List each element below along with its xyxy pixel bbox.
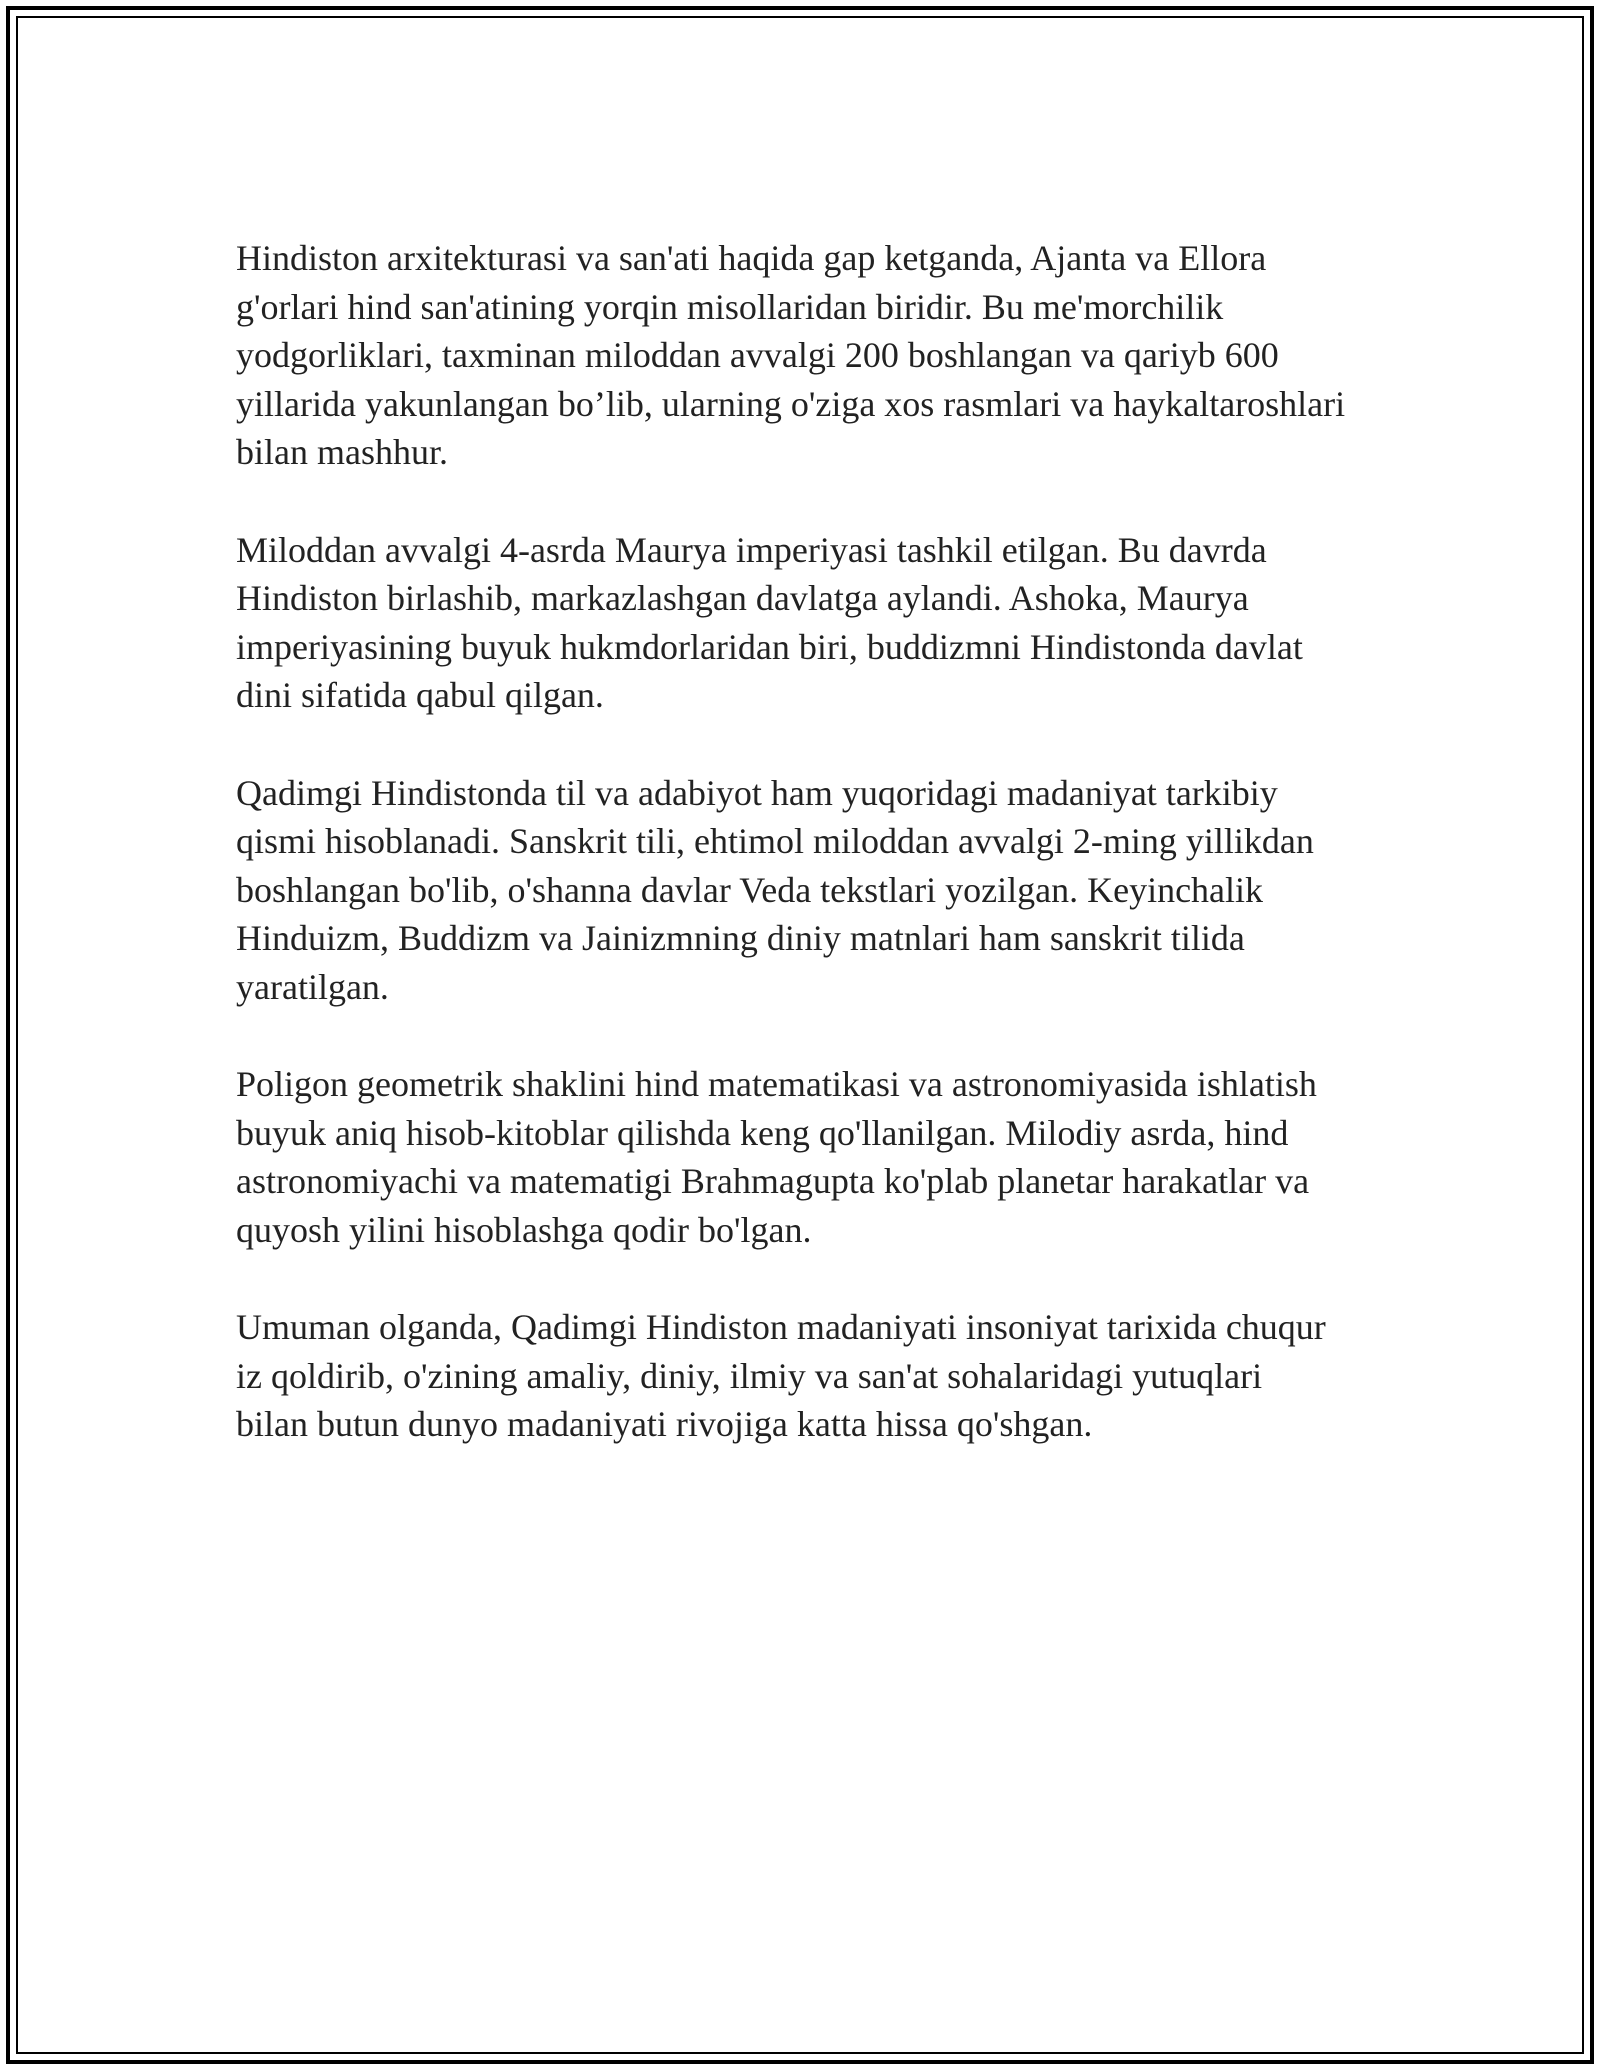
paragraph-conclusion: Umuman olganda, Qadimgi Hindiston madaniyati insoniyat tarixida chuqur iz qoldirib, o'zining amaliy, diniy, ilmiy va san'at sohalaridagi yutuqlari bilan butun dunyo madaniyati rivojiga katta hissa qo'shgan. xyxy=(236,1307,1326,1445)
paragraph-language-literature: Qadimgi Hindistonda til va adabiyot ham yuqoridagi madaniyat tarkibiy qismi hisoblanadi. Sanskrit tili, ehtimol miloddan avvalgi 2-ming yillikdan boshlangan bo'lib, o'shanna davlar Veda tekstlari yozilgan. Keyinchalik Hinduizm, Buddizm va Jainizmning diniy matnlari ham sanskrit tilida yaratilgan. xyxy=(236,772,1314,1007)
paragraph-maurya-empire: Miloddan avvalgi 4-asrda Maurya imperiyasi tashkil etilgan. Bu davrda Hindiston birlashib, markazlashgan davlatga aylandi. Ashoka, Maurya imperiyasining buyuk hukmdorlaridan biri, buddizmni Hindistonda davlat dini sifatida qabul qilgan. xyxy=(236,529,1303,716)
document-body xyxy=(236,234,1376,1497)
paragraph-mathematics-astronomy: Poligon geometrik shaklini hind matematikasi va astronomiyasida ishlatish buyuk aniq hisob-kitoblar qilishda keng qo'llanilgan. Milodiy asrda, hind astronomiyachi va matematigi Brahmagupta ko'plab planetar harakatlar va quyosh yilini hisoblashga qodir bo'lgan. xyxy=(236,1064,1317,1250)
paragraph-architecture: Hindiston arxitekturasi va san'ati haqida gap ketganda, Ajanta va Ellora g'orlari hind san'atining yorqin misollaridan biridir. Bu me'morchilik yodgorliklari, taxminan miloddan avvalgi 200 boshlangan va qariyb 600 yillarida yakunlangan bo’lib, ularning o'ziga xos rasmlari va haykaltaroshlari bilan mashhur. xyxy=(236,238,1346,473)
